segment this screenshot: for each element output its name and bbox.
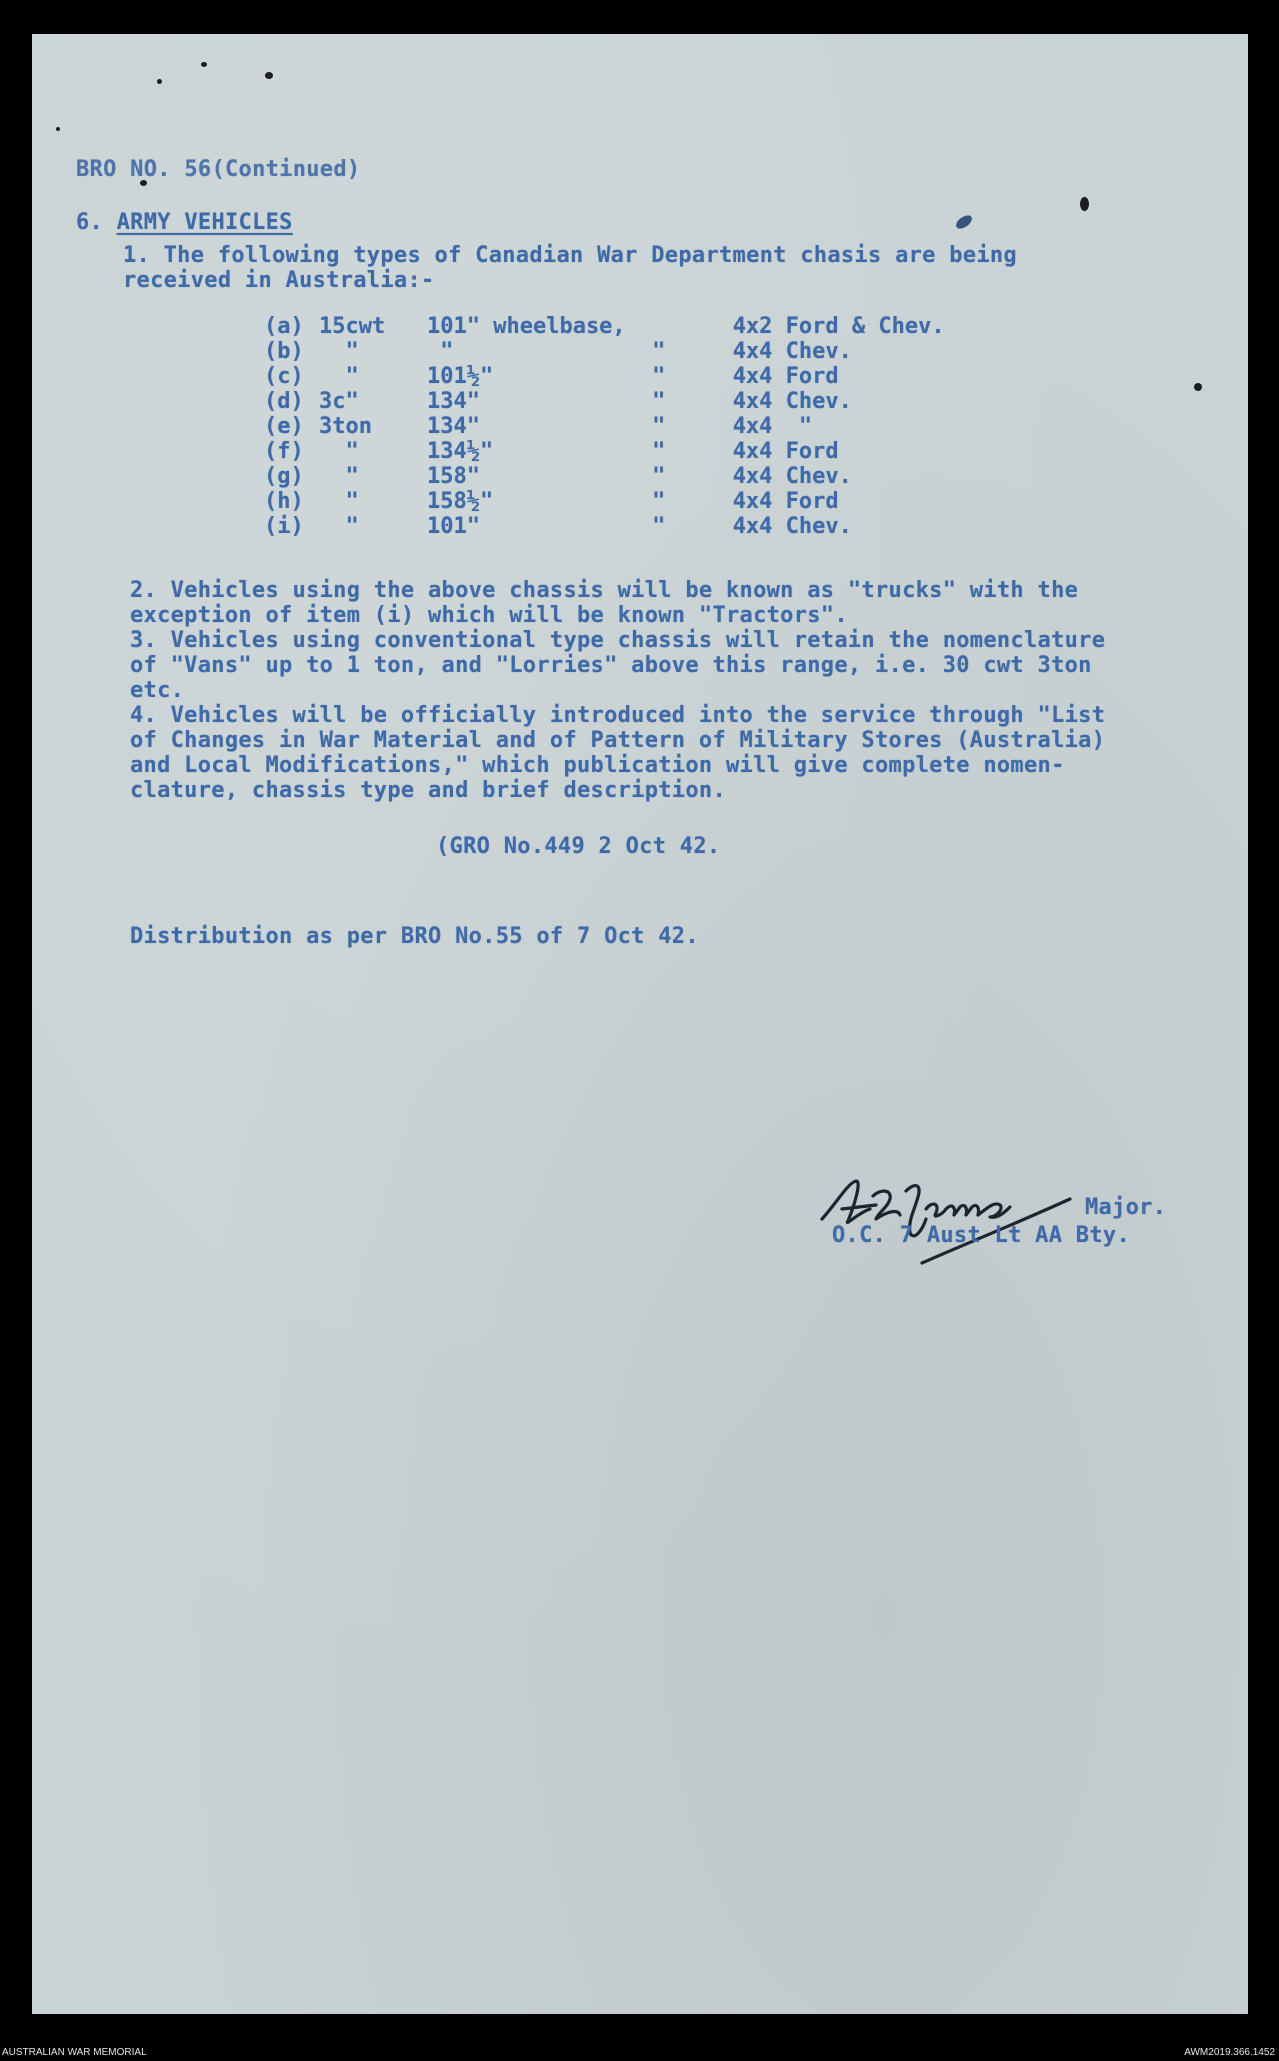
vehicle-weight: " — [319, 339, 359, 364]
document-page — [32, 34, 1248, 2014]
vehicle-wheelbase: " — [427, 339, 454, 364]
signature-block — [818, 1161, 1238, 1281]
vehicle-wheelbase: 158½" — [427, 489, 494, 514]
speck-mark — [265, 72, 273, 79]
section-number: 6. — [76, 210, 104, 235]
paragraph-1 — [123, 243, 1017, 293]
vehicle-row — [264, 389, 963, 414]
credit-left: AUSTRALIAN WAR MEMORIAL — [2, 2047, 147, 2058]
distribution-line: Distribution as per BRO No.55 of 7 Oct 42. — [130, 924, 699, 949]
vehicle-list — [264, 314, 963, 539]
vehicle-item-letter: (b) — [264, 339, 304, 364]
vehicle-weight: 15cwt — [319, 314, 386, 339]
vehicle-ditto: " — [625, 389, 666, 414]
vehicle-item-letter: (i) — [264, 514, 304, 539]
vehicle-drive: 4x4 Ford — [732, 364, 839, 389]
paragraph-line: 2. Vehicles using the above chassis will be known as "trucks" with the — [130, 578, 1079, 603]
vehicle-wheelbase: 101" — [427, 514, 480, 539]
vehicle-item-letter: (e) — [264, 414, 304, 439]
vehicle-weight: " — [319, 439, 359, 464]
vehicle-row — [264, 439, 963, 464]
vehicle-ditto: " — [625, 339, 666, 364]
signature-rank: Major. — [1085, 1195, 1167, 1220]
vehicle-drive: 4x2 Ford & Chev. — [732, 314, 945, 339]
paragraph-line: clature, chassis type and brief description. — [130, 778, 726, 803]
header-reference: BRO NO. 56(Continued) — [76, 157, 361, 182]
vehicle-item-letter: (h) — [264, 489, 304, 514]
credit-right: AWM2019.366.1452 — [1184, 2047, 1275, 2058]
vehicle-weight: " — [319, 464, 359, 489]
paragraphs-2-to-4 — [130, 578, 1105, 803]
vehicle-wheelbase: 134" — [427, 389, 480, 414]
speck-mark — [1080, 197, 1089, 211]
vehicle-drive: 4x4 " — [732, 414, 813, 439]
handwritten-signature — [818, 1161, 1118, 1281]
signature-unit: O.C. 7 Aust Lt AA Bty. — [832, 1223, 1130, 1248]
vehicle-item-letter: (g) — [264, 464, 304, 489]
vehicle-row — [264, 339, 963, 364]
vehicle-row — [264, 414, 963, 439]
paragraph-line: etc. — [130, 678, 185, 703]
paragraph-line: 4. Vehicles will be officially introduced into the service through "List — [130, 703, 1106, 728]
vehicle-wheelbase: 134½" — [427, 439, 494, 464]
vehicle-wheelbase: 158" — [427, 464, 480, 489]
vehicle-weight: 3c" — [319, 389, 359, 414]
vehicle-ditto: " — [625, 414, 666, 439]
footer-strip — [0, 2046, 1279, 2061]
vehicle-weight: " — [319, 489, 359, 514]
vehicle-item-letter: (f) — [264, 439, 304, 464]
vehicle-item-letter: (d) — [264, 389, 304, 414]
paragraph-1-line: 1. The following types of Canadian War Department chasis are being — [123, 243, 1017, 268]
paragraph-line: 3. Vehicles using conventional type chassis will retain the nomenclature — [130, 628, 1106, 653]
vehicle-ditto: " — [625, 489, 666, 514]
vehicle-wheelbase: 134" — [427, 414, 480, 439]
vehicle-weight: " — [319, 514, 359, 539]
vehicle-weight: " — [319, 364, 359, 389]
paragraph-line: and Local Modifications," which publication will give complete nomen- — [130, 753, 1065, 778]
section-title: ARMY VEHICLES — [116, 210, 293, 235]
speck-mark — [201, 62, 207, 67]
gro-reference: (GRO No.449 2 Oct 42. — [436, 834, 721, 859]
vehicle-drive: 4x4 Ford — [732, 439, 839, 464]
paragraph-1-line: received in Australia:- — [123, 268, 435, 293]
vehicle-row — [264, 489, 963, 514]
vehicle-drive: 4x4 Ford — [732, 489, 839, 514]
vehicle-row — [264, 464, 963, 489]
vehicle-item-letter: (c) — [264, 364, 304, 389]
vehicle-item-letter: (a) — [264, 314, 304, 339]
vehicle-ditto: " — [625, 439, 666, 464]
vehicle-row — [264, 314, 963, 339]
vehicle-drive: 4x4 Chev. — [732, 464, 852, 489]
vehicle-wheelbase: 101" wheelbase, — [427, 314, 626, 339]
section-heading — [76, 210, 293, 235]
vehicle-ditto: " — [625, 364, 666, 389]
paragraph-line: exception of item (i) which will be known "Tractors". — [130, 603, 848, 628]
vehicle-drive: 4x4 Chev. — [732, 389, 852, 414]
vehicle-row — [264, 364, 963, 389]
vehicle-drive: 4x4 Chev. — [732, 514, 852, 539]
vehicle-row — [264, 514, 963, 539]
speck-mark — [954, 213, 974, 232]
speck-mark — [157, 79, 162, 84]
speck-mark — [56, 127, 60, 131]
vehicle-ditto — [626, 314, 733, 339]
speck-mark — [1194, 383, 1202, 391]
paragraph-line: of Changes in War Material and of Pattern of Military Stores (Australia) — [130, 728, 1106, 753]
vehicle-ditto: " — [625, 464, 666, 489]
paragraph-line: of "Vans" up to 1 ton, and "Lorries" above this range, i.e. 30 cwt 3ton — [130, 653, 1092, 678]
vehicle-weight: 3ton — [319, 414, 372, 439]
vehicle-wheelbase: 101½" — [427, 364, 494, 389]
vehicle-drive: 4x4 Chev. — [732, 339, 852, 364]
vehicle-ditto: " — [625, 514, 666, 539]
